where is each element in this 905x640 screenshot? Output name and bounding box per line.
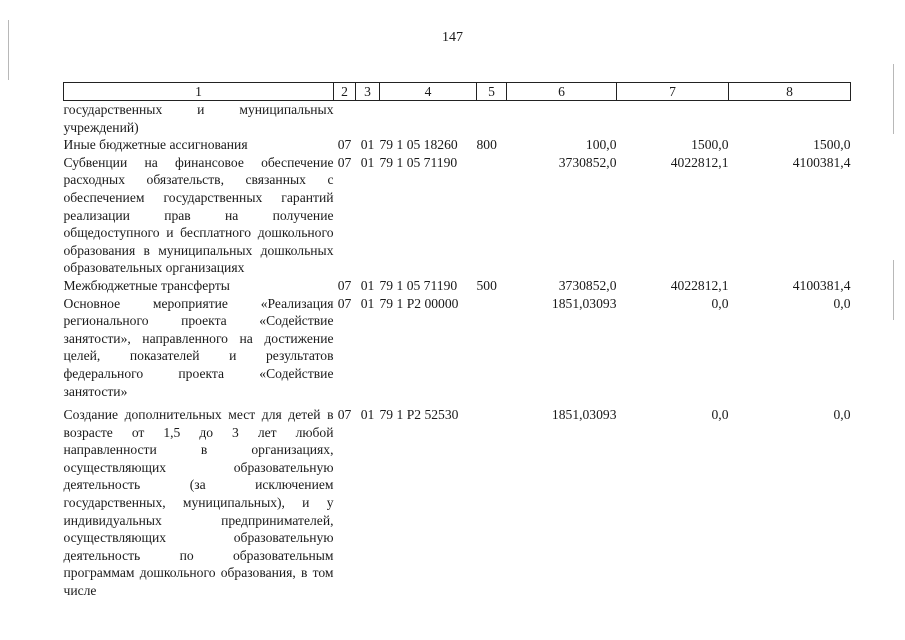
row-amount-col6: 1851,03093 (551, 295, 617, 311)
row-name: Субвенции на финансовое обеспечение расходных обязательств, связанных с обеспечением государственных гарантий реализации прав на получение общедоступного и бесплатного дошкольного образования в муниципальных дошкольных образовательных организациях (63, 154, 334, 276)
row-section: 07 (337, 295, 352, 311)
row-subsection: 01 (360, 154, 375, 170)
row-section: 07 (337, 154, 352, 170)
row-section: 07 (337, 277, 352, 293)
row-amount-col8 (729, 101, 851, 137)
header-col-3: 3 (356, 83, 380, 101)
row-target-code: 79 1 P2 00000 (379, 295, 459, 311)
row-target-code: 79 1 05 71190 (379, 277, 458, 293)
row-expense-type (477, 154, 507, 277)
row-subsection: 01 (360, 295, 375, 311)
table-header (64, 83, 851, 101)
row-amount-col6 (507, 101, 617, 137)
header-col-2: 2 (334, 83, 356, 101)
budget-table (63, 82, 851, 600)
header-col-8: 8 (729, 83, 851, 101)
row-expense-type (477, 295, 507, 407)
row-amount-col8: 0,0 (833, 295, 851, 311)
table-row (64, 295, 851, 407)
row-expense-type (477, 101, 507, 137)
row-subsection: 01 (360, 277, 375, 293)
table-row (64, 136, 851, 154)
row-target-code: 79 1 05 71190 (379, 154, 458, 170)
row-amount-col6: 1851,03093 (551, 407, 617, 423)
row-amount-col7: 1500,0 (691, 137, 729, 153)
row-amount-col7: 4022812,1 (670, 154, 729, 170)
header-col-6: 6 (507, 83, 617, 101)
row-target-code: 79 1 P2 52530 (379, 407, 459, 423)
row-amount-col6: 3730852,0 (558, 154, 617, 170)
row-name: Иные бюджетные ассигнования (63, 137, 248, 153)
header-col-4: 4 (380, 83, 477, 101)
row-amount-col8: 4100381,4 (792, 277, 851, 293)
row-expense-type: 500 (476, 277, 497, 293)
row-section (334, 101, 356, 137)
header-col-1: 1 (64, 83, 334, 101)
row-name: Создание дополнительных мест для детей в возрасте от 1,5 до 3 лет любой направленности в организациях, осуществляющих образовательную деятельность (за исключением государственных, муниципальных), и у индивидуальных предпринимателей, осуществляющих образовательную деятельность по образовательным программам дошкольного образования, в том числе (63, 407, 334, 599)
scan-margin-mark-right-lower (893, 260, 894, 320)
row-amount-col6: 3730852,0 (558, 277, 617, 293)
row-amount-col8: 4100381,4 (792, 154, 851, 170)
row-amount-col8: 0,0 (833, 407, 851, 423)
page-number: 147 (442, 30, 463, 45)
row-expense-type: 800 (476, 137, 497, 153)
row-subsection: 01 (360, 407, 375, 423)
row-amount-col7 (617, 101, 729, 137)
row-section: 07 (337, 407, 352, 423)
table-row (64, 154, 851, 277)
row-amount-col7: 0,0 (711, 407, 729, 423)
row-subsection: 01 (360, 137, 375, 153)
row-amount-col6: 100,0 (585, 137, 617, 153)
row-amount-col7: 0,0 (711, 295, 729, 311)
table-row (64, 406, 851, 600)
header-col-7: 7 (617, 83, 729, 101)
scan-margin-mark-right (893, 64, 894, 134)
row-section: 07 (337, 137, 352, 153)
row-target-code (380, 101, 477, 137)
row-amount-col8: 1500,0 (813, 137, 851, 153)
row-expense-type (477, 406, 507, 600)
table-row (64, 277, 851, 295)
table-row (64, 101, 851, 137)
row-amount-col7: 4022812,1 (670, 277, 729, 293)
row-subsection (356, 101, 380, 137)
scan-margin-mark-left (8, 20, 9, 80)
row-name: государственных и муниципальных учреждений) (63, 102, 334, 135)
row-name: Межбюджетные трансферты (63, 277, 230, 293)
row-name: Основное мероприятие «Реализация регионального проекта «Содействие занятости», направленного на достижение целей, показателей и результатов федерального проекта «Содействие занятости» (63, 295, 334, 399)
row-target-code: 79 1 05 18260 (379, 137, 458, 153)
header-col-5: 5 (477, 83, 507, 101)
